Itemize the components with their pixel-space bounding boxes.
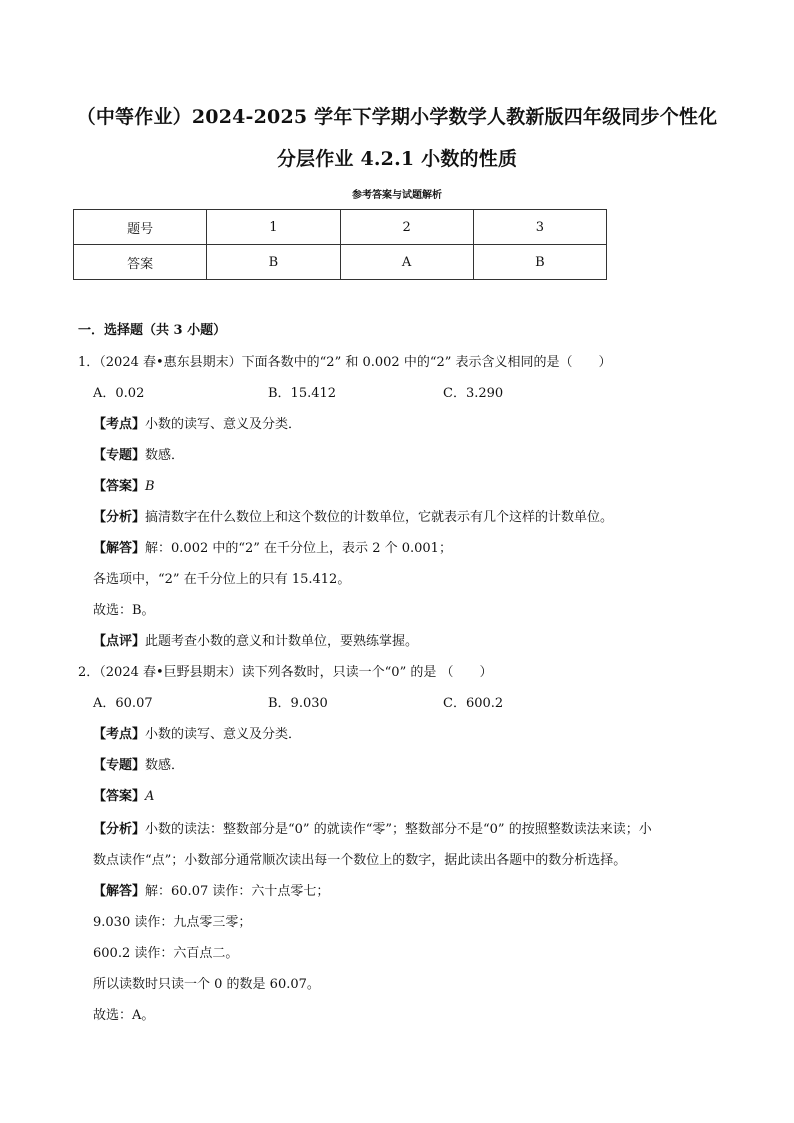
fenxi-text: 搞清数字在什么数位上和这个数位的计数单位，它就表示有几个这样的计数单位。: [145, 510, 614, 525]
daan-text: B: [145, 479, 155, 494]
document-title-line-2: 分层作业 4.2.1 小数的性质: [276, 148, 518, 170]
table-header-cell: 答案: [74, 245, 207, 280]
document-title-line-1: （中等作业）2024-2025 学年下学期小学数学人教新版四年级同步个性化: [76, 106, 718, 128]
q2-kaodian: [93, 723, 301, 742]
q1-zhuanti: [93, 444, 184, 463]
jieda-tag: 【解答】: [93, 884, 146, 899]
daan-tag: 【答案】: [93, 479, 146, 494]
question-2-options: [93, 692, 503, 711]
zhuanti-tag: 【专题】: [93, 758, 146, 773]
q1-kaodian: [93, 413, 301, 432]
option-a: A．0.02: [93, 386, 145, 401]
zhuanti-text: 数感．: [145, 448, 185, 463]
kaodian-tag: 【考点】: [93, 417, 146, 432]
fenxi-tag: 【分析】: [93, 822, 146, 837]
q2-guxuan: 故选：A。: [93, 1008, 155, 1023]
option-c: C．3.290: [443, 386, 504, 401]
jieda-text: 解：60.07 读作：六十点零七；: [145, 884, 330, 899]
fenxi-text: 小数的读法：整数部分是“0” 的就读作“零”；整数部分不是“0” 的按照整数读法来读；小: [145, 822, 652, 837]
zhuanti-text: 数感．: [145, 758, 185, 773]
q2-jieda: [93, 880, 329, 899]
daan-tag: 【答案】: [93, 789, 146, 804]
q1-jieda: [93, 537, 452, 556]
q2-zhuanti: [93, 754, 184, 773]
answer-cell: A: [340, 245, 473, 280]
dianping-tag: 【点评】: [93, 634, 146, 649]
answer-cell: B: [473, 245, 606, 280]
jieda-text: 解：0.002 中的“2” 在千分位上，表示 2 个 0.001；: [145, 541, 452, 556]
question-2-stem: 2．（2024 春•巨野县期末）读下列各数时，只读一个“0” 的是 （ ）: [78, 665, 493, 680]
option-c: C．600.2: [443, 696, 504, 711]
q2-jieda-line-2: 9.030 读作：九点零三零；: [93, 915, 252, 930]
question-number-cell: 2: [340, 210, 473, 245]
daan-text: A: [145, 789, 155, 804]
option-a: A．60.07: [93, 696, 153, 711]
fenxi-tag: 【分析】: [93, 510, 146, 525]
dianping-text: 此题考查小数的意义和计数单位，要熟练掌握。: [145, 634, 419, 649]
answer-cell: B: [207, 245, 340, 280]
q1-guxuan: 故选：B。: [93, 603, 155, 618]
question-number-cell: 1: [207, 210, 340, 245]
q1-jieda-line-2: 各选项中，“2” 在千分位上的只有 15.412。: [93, 572, 351, 587]
q1-fenxi: [93, 506, 613, 525]
q1-dianping: [93, 630, 418, 649]
table-header-cell: 题号: [74, 210, 207, 245]
q2-fenxi: [93, 818, 652, 837]
q1-daan: [93, 475, 155, 494]
table-row: [74, 245, 607, 280]
kaodian-text: 小数的读写、意义及分类．: [145, 417, 302, 432]
question-1-stem: 1．（2024 春•惠东县期末）下面各数中的“2” 和 0.002 中的“2” 表示含义相同的是（ ）: [78, 355, 612, 370]
q2-jieda-line-4: 所以读数时只读一个 0 的数是 60.07。: [93, 977, 320, 992]
zhuanti-tag: 【专题】: [93, 448, 146, 463]
option-b: B．15.412: [268, 386, 337, 401]
answer-key-subtitle: 参考答案与试题解析: [352, 190, 442, 201]
kaodian-tag: 【考点】: [93, 727, 146, 742]
kaodian-text: 小数的读写、意义及分类．: [145, 727, 302, 742]
table-row: [74, 210, 607, 245]
question-number-cell: 3: [473, 210, 606, 245]
option-b: B．9.030: [268, 696, 328, 711]
q2-fenxi-line-2: 数点读作“点”；小数部分通常顺次读出每一个数位上的数字，据此读出各题中的数分析选择。: [93, 853, 627, 868]
question-1-options: [93, 382, 503, 401]
jieda-tag: 【解答】: [93, 541, 146, 556]
q2-jieda-line-3: 600.2 读作：六百点二。: [93, 946, 239, 961]
q2-daan: [93, 785, 154, 804]
answer-table: [73, 209, 607, 280]
section-title: 一．选择题（共 3 小题）: [78, 323, 227, 338]
